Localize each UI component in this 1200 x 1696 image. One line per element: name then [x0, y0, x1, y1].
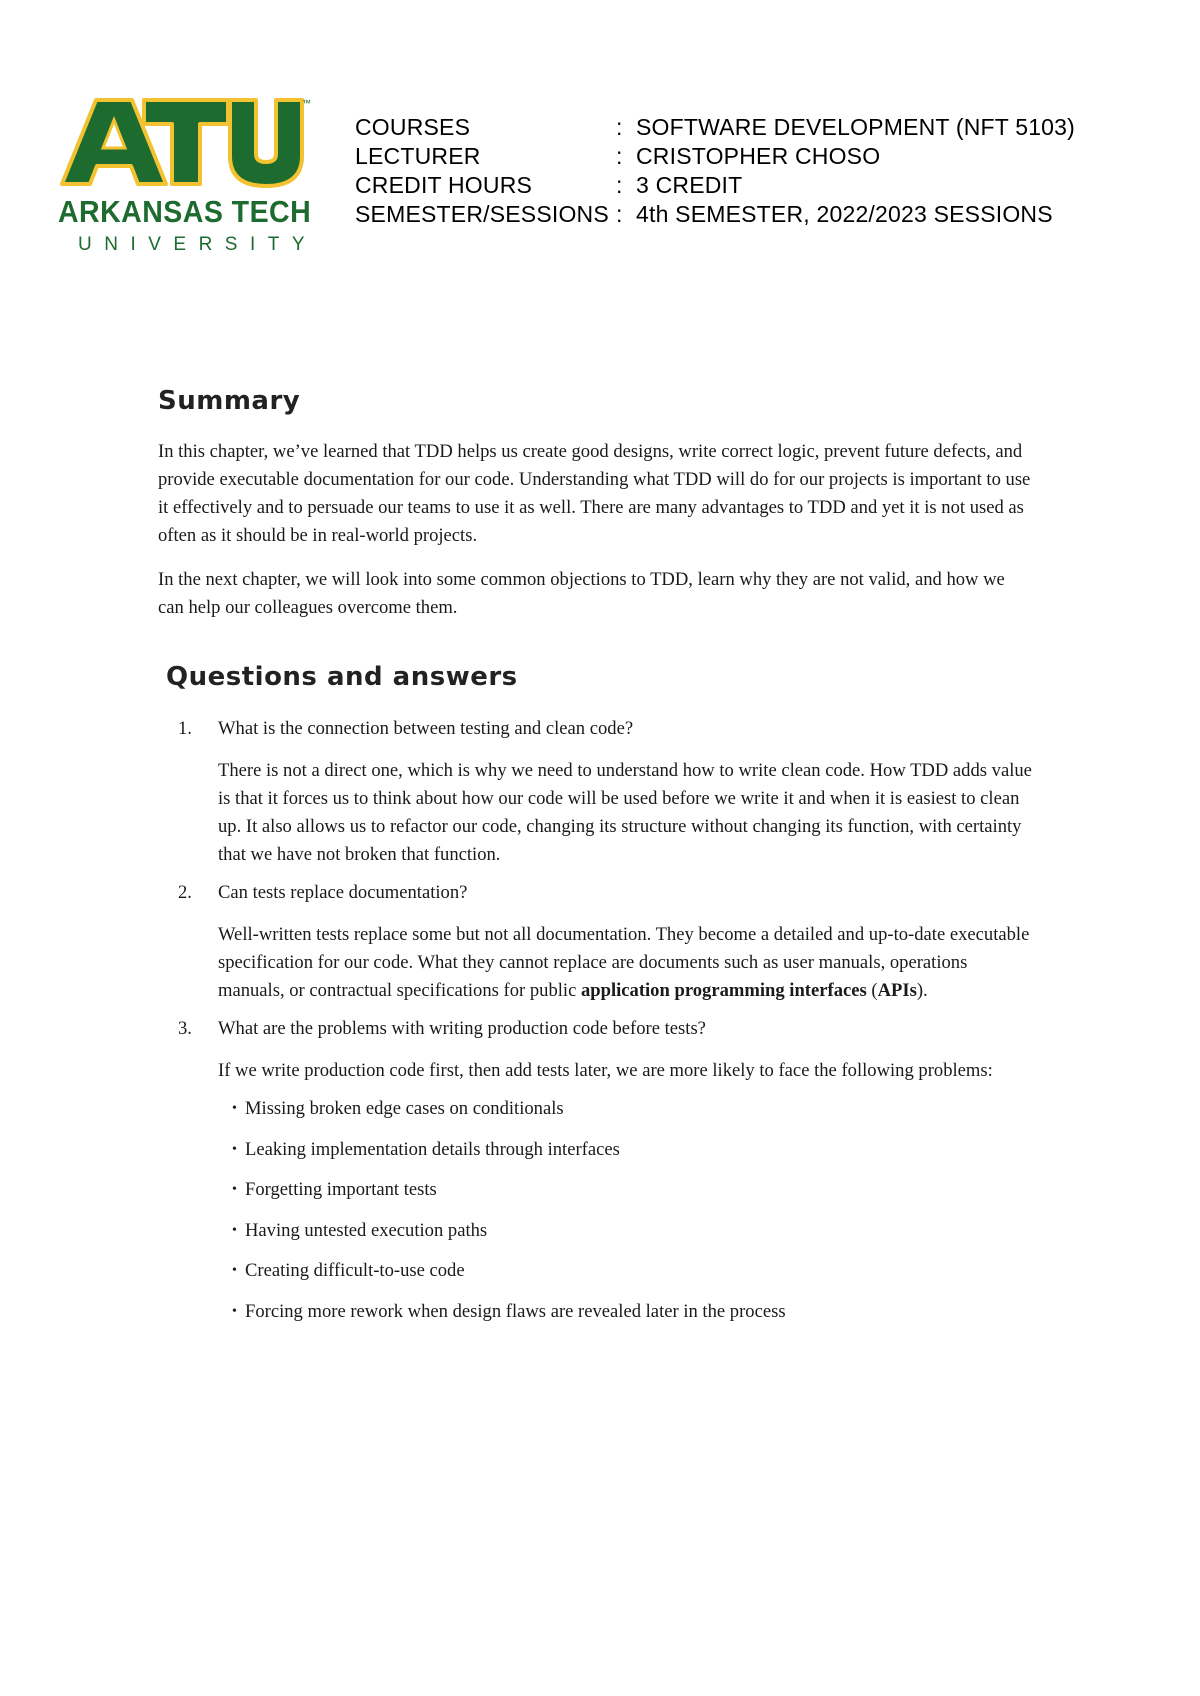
- logo-name: ARKANSAS TECH: [58, 194, 312, 229]
- answer-text: [218, 921, 1032, 1005]
- qa-list: [160, 715, 1040, 1338]
- list-item-text: Forcing more rework when design flaws are revealed later in the process: [245, 1300, 786, 1322]
- list-item: [218, 1257, 1032, 1285]
- bullet-icon: •: [232, 1263, 237, 1278]
- info-separator: :: [616, 114, 623, 140]
- info-value: 3 CREDIT: [636, 172, 743, 198]
- university-logo: [58, 96, 318, 256]
- list-item-text: Leaking implementation details through interfaces: [245, 1138, 620, 1160]
- answer-bold-acronym: APIs: [877, 980, 917, 1001]
- info-label: LECTURER: [355, 143, 481, 169]
- list-item-text: Having untested execution paths: [245, 1219, 488, 1241]
- info-separator: :: [616, 172, 623, 198]
- logo-subtitle: UNIVERSITY: [78, 234, 318, 255]
- answer-text-part: ).: [916, 980, 928, 1001]
- question-item: [160, 879, 1040, 907]
- answer-block: [218, 1057, 1032, 1326]
- list-item: [218, 1136, 1032, 1164]
- info-row-semester: [355, 200, 1075, 229]
- bullet-icon: •: [232, 1101, 237, 1116]
- bullet-icon: •: [232, 1182, 237, 1197]
- bullet-icon: •: [232, 1303, 237, 1319]
- info-separator: :: [616, 201, 623, 227]
- info-separator: :: [616, 143, 623, 169]
- bullet-icon: •: [232, 1222, 237, 1238]
- summary-heading: Summary: [158, 386, 301, 416]
- answer-text-part: (: [866, 980, 878, 1001]
- list-item-text: Creating difficult-to-use code: [245, 1260, 465, 1281]
- answer-bold-term: application programming interfaces: [580, 980, 867, 1001]
- answer-block: [218, 921, 1032, 1005]
- info-label: COURSES: [355, 114, 471, 140]
- list-item: [218, 1095, 1032, 1123]
- info-label: CREDIT HOURS: [355, 172, 533, 198]
- list-item: [218, 1298, 1032, 1326]
- problem-list: [218, 1095, 1032, 1326]
- answer-block: [218, 757, 1032, 869]
- qa-heading: Questions and answers: [166, 662, 518, 692]
- summary-paragraph: In this chapter, we’ve learned that TDD helps us create good designs, write correct logic, prevent future defects, and provide executable documentation for our code. Understanding what TDD will do for our projects is important to use it effectively and to persuade our teams to use it as well. There are many advantages to TDD and yet it is not used as often as it should be in real-world projects.: [158, 441, 1031, 546]
- question-number: 1.: [178, 718, 192, 739]
- question-item: [160, 715, 1040, 743]
- list-item-text: Missing broken edge cases on conditionals: [245, 1098, 564, 1119]
- course-info: [355, 113, 1075, 229]
- question-number: 2.: [178, 882, 192, 903]
- question-text: What is the connection between testing and clean code?: [218, 718, 634, 739]
- question-text: What are the problems with writing production code before tests?: [218, 1018, 706, 1039]
- answer-text: If we write production code first, then add tests later, we are more likely to face the following problems:: [218, 1060, 993, 1081]
- info-value: CRISTOPHER CHOSO: [636, 143, 881, 169]
- list-item-text: Forgetting important tests: [245, 1179, 437, 1200]
- trademark-symbol: ™: [302, 98, 311, 108]
- bullet-icon: •: [232, 1141, 237, 1157]
- info-row-lecturer: [355, 142, 1075, 171]
- answer-text: There is not a direct one, which is why we need to understand how to write clean code. How TDD adds value is that it forces us to think about how our code will be used before we write it and when it is easiest to clean up. It also allows us to refactor our code, changing its structure without changing its function, with certainty that we have not broken that function.: [218, 760, 1032, 865]
- info-value: SOFTWARE DEVELOPMENT (NFT 5103): [636, 114, 1076, 140]
- question-text: Can tests replace documentation?: [218, 882, 468, 903]
- info-value: 4th SEMESTER, 2022/2023 SESSIONS: [636, 201, 1053, 227]
- question-item: [160, 1015, 1040, 1043]
- atu-logo-mark: [58, 96, 311, 188]
- question-number: 3.: [178, 1018, 192, 1039]
- info-row-credit-hours: [355, 171, 1075, 200]
- summary-paragraph: In the next chapter, we will look into some common objections to TDD, learn why they are not valid, and how we can help our colleagues overcome them.: [158, 569, 1005, 618]
- list-item: [218, 1217, 1032, 1245]
- info-label: SEMESTER/SESSIONS: [355, 201, 609, 227]
- list-item: [218, 1176, 1032, 1204]
- answer-text-part: Well-written tests replace some but not all documentation. They become a detailed and up-to-date executable specification for our code. What they cannot replace are documents such as user manuals, operations manuals, or contractual specifications for public: [218, 924, 1030, 1001]
- info-row-courses: [355, 113, 1075, 142]
